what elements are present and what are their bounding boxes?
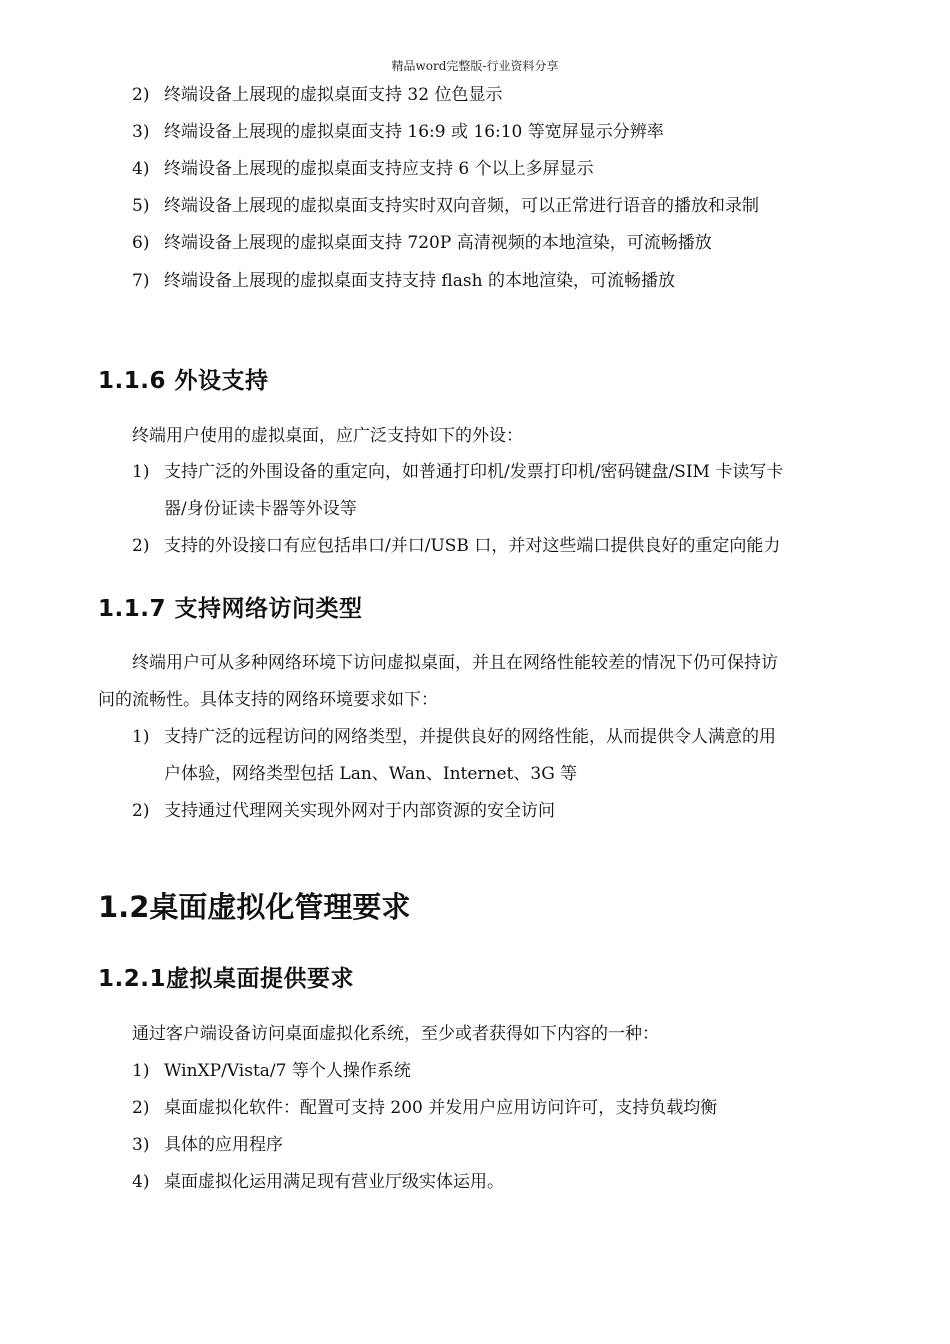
list-text: 支持的外设接口有应包括串口/并口/USB 口，并对这些端口提供良好的重定向能力 bbox=[164, 536, 781, 556]
section-intro-line: 终端用户可从多种网络环境下访问虚拟桌面，并且在网络性能较差的情况下仍可保持访 bbox=[132, 653, 778, 673]
list-number: 6) bbox=[132, 233, 150, 253]
list-text: 终端设备上展现的虚拟桌面支持 720P 高清视频的本地渲染，可流畅播放 bbox=[164, 233, 712, 253]
list-item bbox=[132, 1164, 862, 1201]
list-text: 终端设备上展现的虚拟桌面支持支持 flash 的本地渲染，可流畅播放 bbox=[164, 271, 675, 291]
list-item bbox=[132, 77, 862, 114]
list-text: 终端设备上展现的虚拟桌面支持实时双向音频，可以正常进行语音的播放和录制 bbox=[164, 196, 759, 216]
list-number: 1) bbox=[132, 462, 150, 482]
section-heading-1-2-1: 1.2.1虚拟桌面提供要求 bbox=[98, 966, 354, 992]
list-item bbox=[132, 263, 862, 300]
list-number: 2) bbox=[132, 801, 150, 821]
section-heading-1-1-7: 1.1.7 支持网络访问类型 bbox=[98, 596, 363, 622]
section-intro: 终端用户使用的虚拟桌面，应广泛支持如下的外设： bbox=[132, 426, 523, 446]
list-text: 桌面虚拟化运用满足现有营业厅级实体运用。 bbox=[164, 1172, 504, 1192]
list-item bbox=[132, 151, 862, 188]
list-text: 支持广泛的外围设备的重定向，如普通打印机/发票打印机/密码键盘/SIM 卡读写卡 bbox=[164, 462, 784, 482]
list-item bbox=[132, 719, 862, 756]
list-number: 2) bbox=[132, 536, 150, 556]
list-item bbox=[132, 225, 862, 262]
list-item bbox=[132, 1053, 862, 1090]
list-item bbox=[132, 114, 862, 151]
list-number: 3) bbox=[132, 122, 150, 142]
section-heading-1-2: 1.2桌面虚拟化管理要求 bbox=[98, 890, 411, 924]
list-item bbox=[132, 188, 862, 225]
list-number: 1) bbox=[132, 1061, 150, 1081]
list-text: 终端设备上展现的虚拟桌面支持 32 位色显示 bbox=[164, 85, 503, 105]
list-number: 7) bbox=[132, 271, 150, 291]
list-text: 具体的应用程序 bbox=[164, 1135, 283, 1155]
list-text: 终端设备上展现的虚拟桌面支持 16:9 或 16:10 等宽屏显示分辨率 bbox=[164, 122, 664, 142]
list-text: WinXP/Vista/7 等个人操作系统 bbox=[164, 1061, 411, 1081]
list-item-continuation: 户体验，网络类型包括 Lan、Wan、Internet、3G 等 bbox=[164, 764, 578, 784]
list-text: 支持广泛的远程访问的网络类型，并提供良好的网络性能，从而提供令人满意的用 bbox=[164, 727, 776, 747]
section-intro: 通过客户端设备访问桌面虚拟化系统，至少或者获得如下内容的一种： bbox=[132, 1024, 659, 1044]
list-number: 1) bbox=[132, 727, 150, 747]
list-text: 支持通过代理网关实现外网对于内部资源的安全访问 bbox=[164, 801, 555, 821]
list-item bbox=[132, 1090, 862, 1127]
list-number: 3) bbox=[132, 1135, 150, 1155]
page-header: 精品word完整版-行业资料分享 bbox=[391, 59, 559, 73]
list-item bbox=[132, 528, 862, 565]
section-heading-1-1-6: 1.1.6 外设支持 bbox=[98, 368, 269, 394]
list-item bbox=[132, 1127, 862, 1164]
list-number: 2) bbox=[132, 85, 150, 105]
list-item bbox=[132, 793, 862, 830]
list-number: 4) bbox=[132, 1172, 150, 1192]
section-intro-line: 问的流畅性。具体支持的网络环境要求如下： bbox=[98, 690, 438, 710]
list-item bbox=[132, 454, 862, 491]
list-number: 4) bbox=[132, 159, 150, 179]
list-text: 桌面虚拟化软件：配置可支持 200 并发用户应用访问许可，支持负载均衡 bbox=[164, 1098, 718, 1118]
list-number: 2) bbox=[132, 1098, 150, 1118]
list-item-continuation: 器/身份证读卡器等外设等 bbox=[164, 499, 357, 519]
list-number: 5) bbox=[132, 196, 150, 216]
list-text: 终端设备上展现的虚拟桌面支持应支持 6 个以上多屏显示 bbox=[164, 159, 594, 179]
